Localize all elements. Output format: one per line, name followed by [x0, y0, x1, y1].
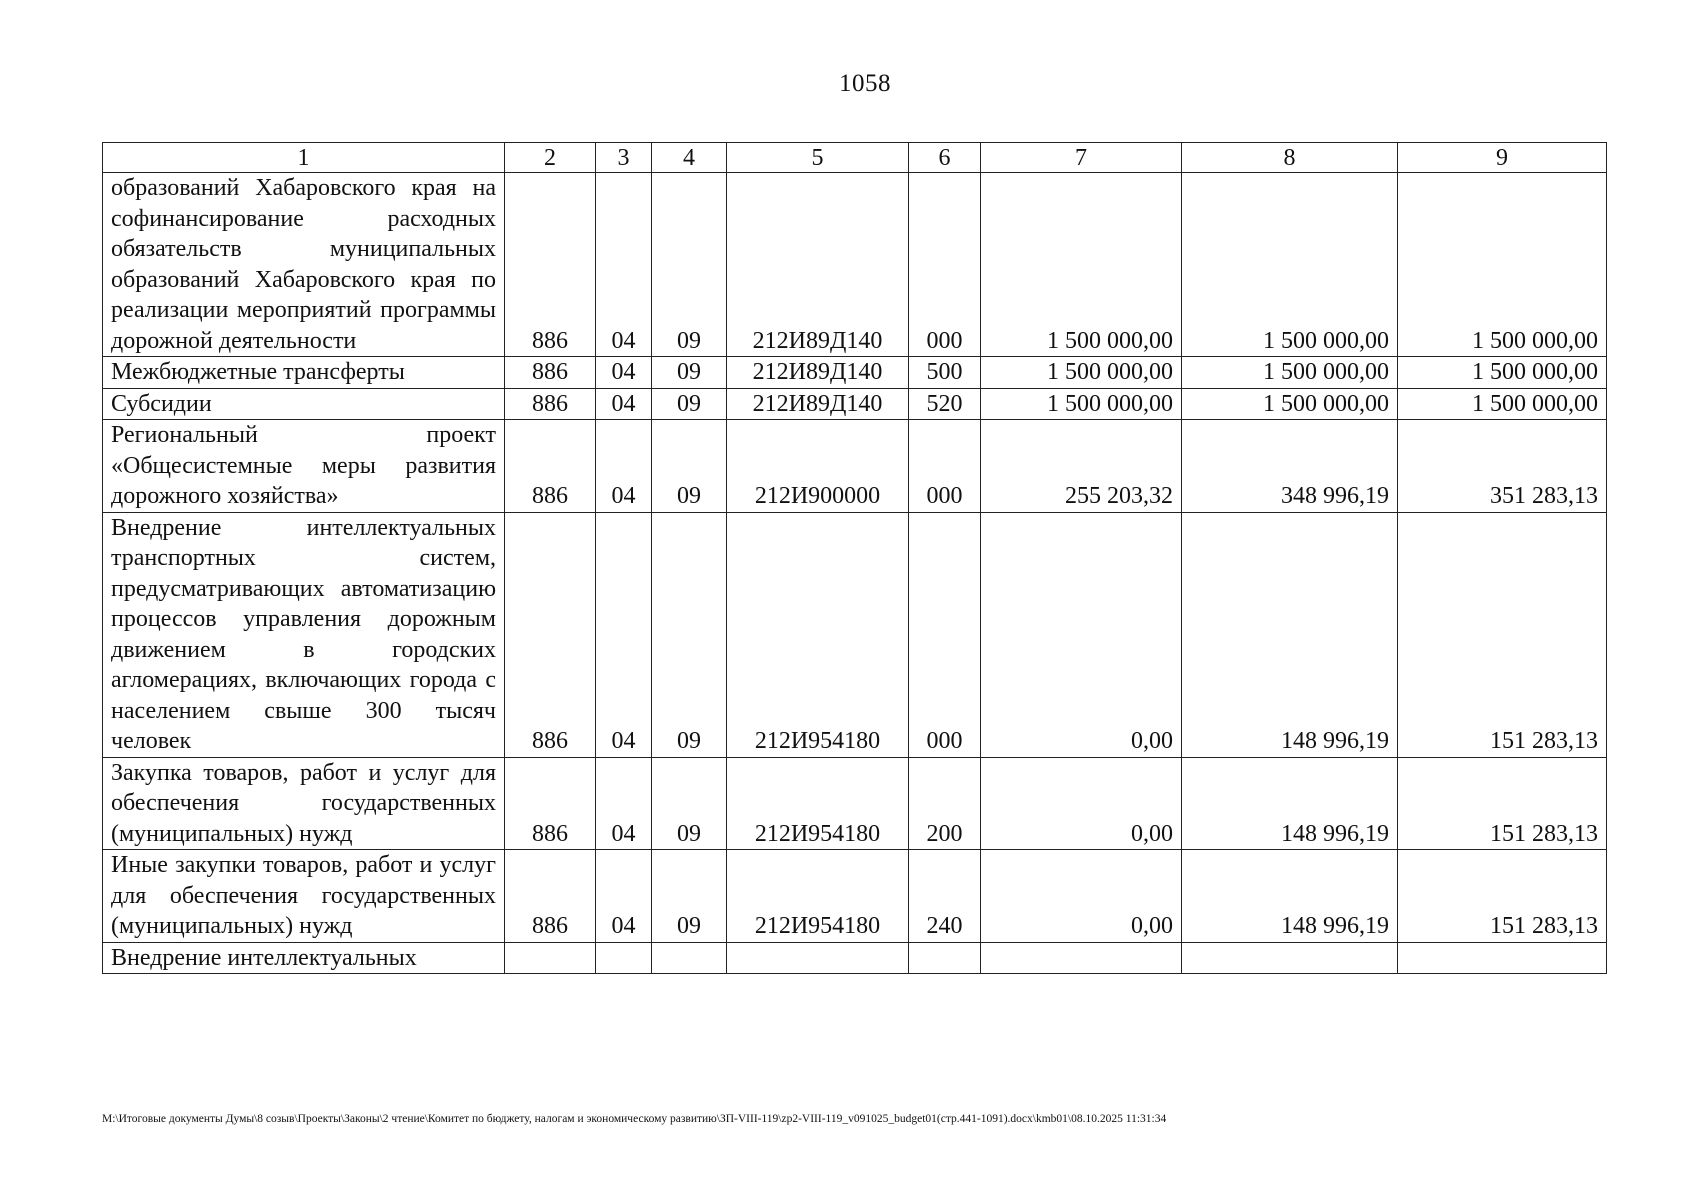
header-cell-ministry: 2	[505, 143, 596, 173]
row-ministry: 886	[505, 757, 596, 850]
row-value-2: 148 996,19	[1182, 850, 1398, 943]
row-kind	[909, 942, 981, 974]
row-value-1: 0,00	[981, 757, 1182, 850]
row-section	[596, 942, 652, 974]
row-ministry: 886	[505, 512, 596, 757]
row-target: 212И900000	[727, 420, 909, 513]
row-section: 04	[596, 512, 652, 757]
row-kind: 000	[909, 512, 981, 757]
table-row	[103, 173, 1607, 357]
row-ministry: 886	[505, 357, 596, 389]
row-value-2: 1 500 000,00	[1182, 357, 1398, 389]
row-value-1	[981, 942, 1182, 974]
row-subsection: 09	[652, 173, 727, 357]
row-subsection: 09	[652, 388, 727, 420]
row-subsection: 09	[652, 420, 727, 513]
row-value-1: 1 500 000,00	[981, 173, 1182, 357]
row-value-2	[1182, 942, 1398, 974]
row-value-3	[1398, 942, 1607, 974]
row-name: Закупка товаров, работ и услуг для обеспечения государственных (муниципальных) нужд	[103, 757, 505, 850]
row-value-1: 255 203,32	[981, 420, 1182, 513]
row-target: 212И954180	[727, 512, 909, 757]
row-target	[727, 942, 909, 974]
table-row	[103, 512, 1607, 757]
row-value-2: 148 996,19	[1182, 757, 1398, 850]
row-ministry: 886	[505, 173, 596, 357]
row-section: 04	[596, 173, 652, 357]
row-value-3: 1 500 000,00	[1398, 173, 1607, 357]
row-value-2: 1 500 000,00	[1182, 388, 1398, 420]
footer-file-path: M:\Итоговые документы Думы\8 созыв\Проекты\Законы\2 чтение\Комитет по бюджету, налогам и экономическому развитию\ЗП-VIII-119\zp2-VIII-119_v091025_budget01(стр.441-1091).docx\kmb01\08.10.2025 11:31:34	[102, 1113, 1167, 1125]
row-value-1: 0,00	[981, 850, 1182, 943]
row-value-3: 151 283,13	[1398, 757, 1607, 850]
budget-table	[102, 142, 1607, 974]
row-subsection: 09	[652, 512, 727, 757]
row-name: Иные закупки товаров, работ и услуг для обеспечения государственных (муниципальных) нужд	[103, 850, 505, 943]
row-name: Внедрение интеллектуальных транспортных систем, предусматривающих автоматизацию процессов управления дорожным движением в городских агломерациях, включающих города с населением свыше 300 тысяч человек	[103, 512, 505, 757]
row-target: 212И954180	[727, 850, 909, 943]
header-cell-year-2: 8	[1182, 143, 1398, 173]
row-value-2: 348 996,19	[1182, 420, 1398, 513]
row-kind: 500	[909, 357, 981, 389]
row-value-2: 1 500 000,00	[1182, 173, 1398, 357]
header-cell-section: 3	[596, 143, 652, 173]
page-number: 1058	[839, 70, 891, 97]
table-row	[103, 942, 1607, 974]
header-cell-target: 5	[727, 143, 909, 173]
row-kind: 200	[909, 757, 981, 850]
header-cell-year-3: 9	[1398, 143, 1607, 173]
row-value-3: 151 283,13	[1398, 512, 1607, 757]
row-name: Региональный проект «Общесистемные меры развития дорожного хозяйства»	[103, 420, 505, 513]
row-kind: 240	[909, 850, 981, 943]
row-kind: 000	[909, 420, 981, 513]
row-section: 04	[596, 757, 652, 850]
row-name: образований Хабаровского края на софинансирование расходных обязательств муниципальных образований Хабаровского края по реализации мероприятий программы дорожной деятельности	[103, 173, 505, 357]
row-subsection: 09	[652, 757, 727, 850]
row-target: 212И89Д140	[727, 173, 909, 357]
table-row	[103, 388, 1607, 420]
table-row	[103, 757, 1607, 850]
row-subsection: 09	[652, 850, 727, 943]
row-kind: 520	[909, 388, 981, 420]
row-ministry	[505, 942, 596, 974]
row-value-3: 1 500 000,00	[1398, 357, 1607, 389]
row-section: 04	[596, 357, 652, 389]
row-value-1: 1 500 000,00	[981, 388, 1182, 420]
row-value-1: 1 500 000,00	[981, 357, 1182, 389]
row-section: 04	[596, 850, 652, 943]
row-target: 212И89Д140	[727, 357, 909, 389]
header-cell-name: 1	[103, 143, 505, 173]
table-row	[103, 357, 1607, 389]
row-name: Внедрение интеллектуальных	[103, 942, 505, 974]
row-ministry: 886	[505, 388, 596, 420]
row-target: 212И89Д140	[727, 388, 909, 420]
row-value-3: 151 283,13	[1398, 850, 1607, 943]
table-row	[103, 420, 1607, 513]
header-cell-year-1: 7	[981, 143, 1182, 173]
row-subsection	[652, 942, 727, 974]
row-kind: 000	[909, 173, 981, 357]
header-cell-subsection: 4	[652, 143, 727, 173]
row-name: Субсидии	[103, 388, 505, 420]
row-value-2: 148 996,19	[1182, 512, 1398, 757]
row-value-3: 1 500 000,00	[1398, 388, 1607, 420]
table-row	[103, 850, 1607, 943]
row-subsection: 09	[652, 357, 727, 389]
row-name: Межбюджетные трансферты	[103, 357, 505, 389]
header-cell-kind: 6	[909, 143, 981, 173]
row-value-1: 0,00	[981, 512, 1182, 757]
row-target: 212И954180	[727, 757, 909, 850]
row-ministry: 886	[505, 850, 596, 943]
row-ministry: 886	[505, 420, 596, 513]
table-header-row	[103, 143, 1607, 173]
row-value-3: 351 283,13	[1398, 420, 1607, 513]
row-section: 04	[596, 388, 652, 420]
row-section: 04	[596, 420, 652, 513]
